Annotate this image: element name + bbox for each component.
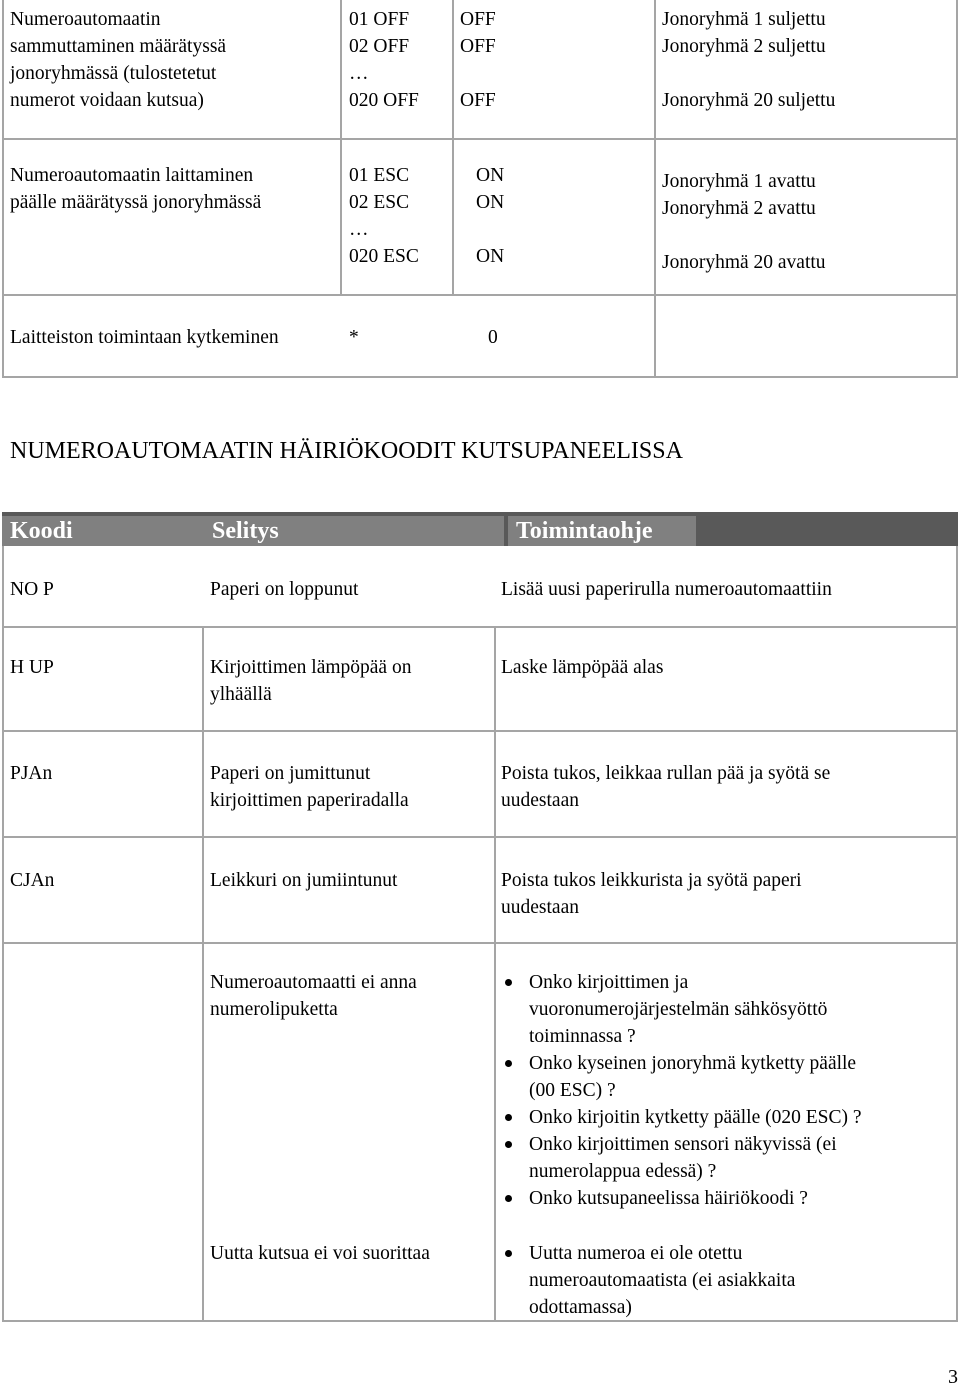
error-row-2-description: Kirjoittimen lämpöpää on ylhäällä <box>210 657 412 705</box>
error-row-3-code: PJAn <box>10 763 53 784</box>
settings-row-1-values: OFF OFF OFF <box>460 9 496 111</box>
error-row-4-code: CJAn <box>10 870 55 891</box>
error-row-4-instruction: Poista tukos leikkurista ja syötä paperi uudestaan <box>501 870 802 918</box>
settings-row-1-codes: 01 OFF 02 OFF … 020 OFF <box>349 9 419 111</box>
check-item: Onko kirjoittimen sensori näkyvissä (ei numerolappua edessä) ? <box>529 1131 862 1185</box>
settings-row-3-star: * <box>349 327 359 348</box>
check-item: Uutta numeroa ei ole otettu numeroautomaatista (ei asiakkaita odottamassa) <box>529 1240 795 1321</box>
checklist-no-ticket <box>529 969 862 1212</box>
header-code: Koodi <box>2 516 206 546</box>
error-row-2-code: H UP <box>10 657 54 678</box>
settings-row-2-description: Numeroautomaatin laittaminen päälle määrätyssä jonoryhmässä <box>10 165 262 213</box>
page-number: 3 <box>948 1366 958 1388</box>
error-row-2-instruction: Laske lämpöpää alas <box>501 657 664 678</box>
check-item: Onko kyseinen jonoryhmä kytketty päälle (00 ESC) ? <box>529 1050 862 1104</box>
settings-row-3-value: 0 <box>488 327 498 348</box>
error-row-4-description: Leikkuri on jumiintunut <box>210 870 398 891</box>
check-item: Onko kutsupaneelissa häiriökoodi ? <box>529 1185 862 1212</box>
check-item: Onko kirjoittimen ja vuoronumerojärjestelmän sähkösyöttö toiminnassa ? <box>529 969 862 1050</box>
error-row-1-description: Paperi on loppunut <box>210 579 359 600</box>
error-row-3-description: Paperi on jumittunut kirjoittimen paperiradalla <box>210 763 409 811</box>
section-heading: NUMEROAUTOMAATIN HÄIRIÖKOODIT KUTSUPANEELISSA <box>10 438 683 464</box>
settings-row-1-results: Jonoryhmä 1 suljettu Jonoryhmä 2 suljettu Jonoryhmä 20 suljettu <box>662 9 836 111</box>
settings-row-2-results: Jonoryhmä 1 avattu Jonoryhmä 2 avattu Jonoryhmä 20 avattu <box>662 171 826 273</box>
error-row-1-instruction: Lisää uusi paperirulla numeroautomaattiin <box>501 579 832 600</box>
error-row-1-code: NO P <box>10 579 54 600</box>
settings-row-1-description: Numeroautomaatin sammuttaminen määrätyssä jonoryhmässä (tulostetetut numerot voidaan kutsua) <box>10 9 227 111</box>
settings-row-2-codes: 01 ESC 02 ESC … 020 ESC <box>349 165 419 267</box>
checklist-no-call <box>529 1240 795 1321</box>
settings-row-2-values: ON ON ON <box>476 165 505 267</box>
header-instruction: Toimintaohje <box>508 516 696 546</box>
check-item: Onko kirjoitin kytketty päälle (020 ESC) ? <box>529 1104 862 1131</box>
problem-no-ticket: Numeroautomaatti ei anna numerolipuketta <box>210 972 417 1020</box>
settings-row-3-description: Laitteiston toimintaan kytkeminen <box>10 327 279 348</box>
problem-no-call: Uutta kutsua ei voi suorittaa <box>210 1243 430 1264</box>
header-description: Selitys <box>204 516 504 546</box>
error-row-3-instruction: Poista tukos, leikkaa rullan pää ja syötä se uudestaan <box>501 763 831 811</box>
